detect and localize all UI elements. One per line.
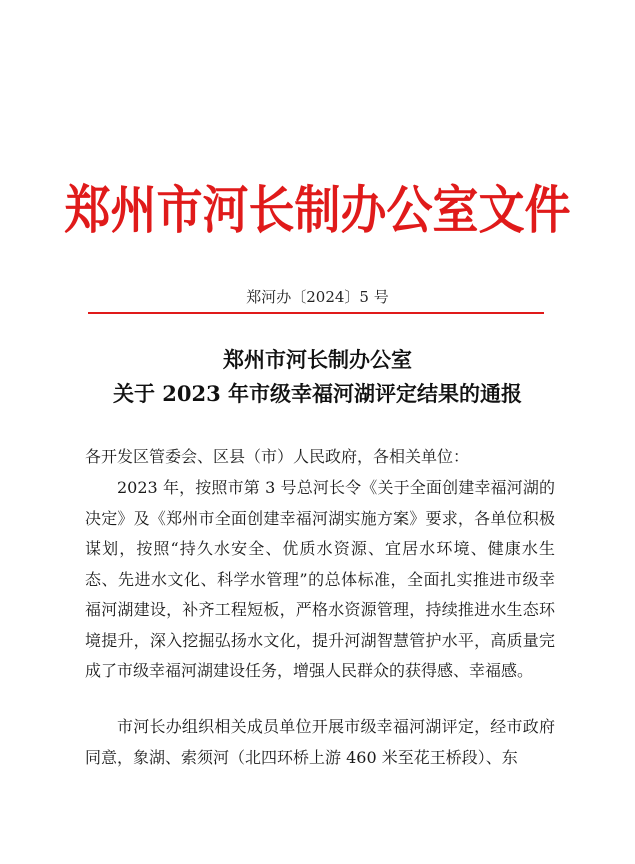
document-number: 郑河办〔2024〕5 号 [246, 288, 389, 306]
red-divider-rule [88, 312, 544, 314]
salutation: 各开发区管委会、区县（市）人民政府，各相关单位： [85, 447, 470, 466]
document-masthead: 郑州市河长制办公室文件 [64, 180, 571, 241]
document-title-line2: 关于 2023 年市级幸福河湖评定结果的通报 [112, 381, 523, 406]
body-paragraph-2: 市河长办组织相关成员单位开展市级幸福河湖评定，经市政府同意，象湖、索须河（北四环桥上游 460 米至花王桥段）、东 [85, 717, 555, 767]
document-title-line1: 郑州市河长制办公室 [223, 347, 412, 372]
body-paragraph-1: 2023 年，按照市第 3 号总河长令《关于全面创建幸福河湖的决定》及《郑州市全面创建幸福河湖实施方案》要求，各单位积极谋划，按照“持久水安全、优质水资源、宜居水环境、健康水生态、先进水文化、科学水管理”的总体标准，全面扎实推进市级幸福河湖建设，补齐工程短板，严格水资源管理，持续推进水生态环境提升，深入挖掘弘扬水文化，提升河湖智慧管护水平，高质量完成了市级幸福河湖建设任务，增强人民群众的获得感、幸福感。 [85, 478, 555, 680]
